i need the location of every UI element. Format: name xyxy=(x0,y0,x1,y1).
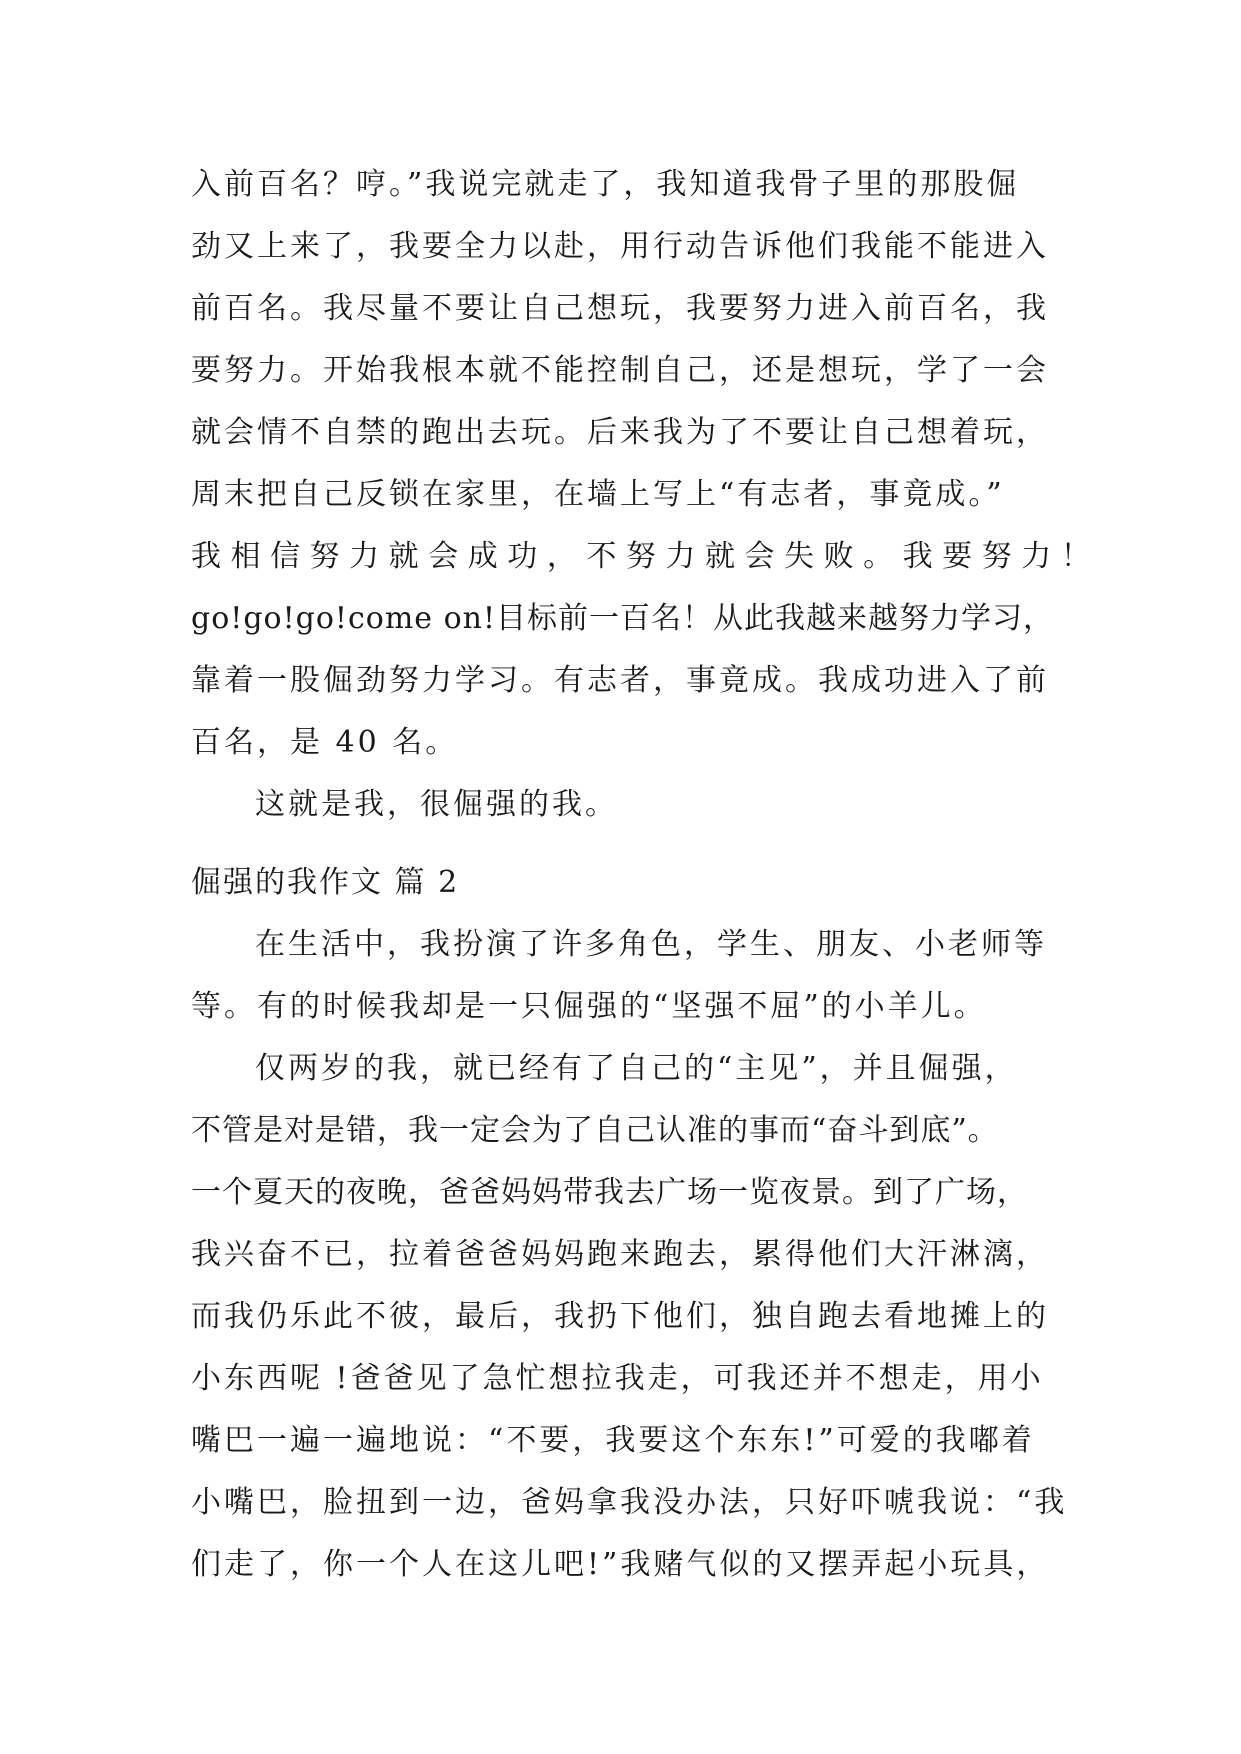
paragraph-line: 而我仍乐此不彼，最后，我扔下他们，独自跑去看地摊上的 xyxy=(191,1299,1049,1334)
paragraph-line: 前百名。我尽量不要让自己想玩，我要努力进入前百名，我 xyxy=(191,291,1049,326)
paragraph-line: 等。有的时候我却是一只倔强的“坚强不屈”的小羊儿。 xyxy=(191,989,987,1024)
paragraph-line: 百名，是 40 名。 xyxy=(191,725,459,760)
paragraph-line: 周末把自己反锁在家里，在墙上写上“有志者，事竟成。” xyxy=(191,477,1005,512)
paragraph-line: 我兴奋不已，拉着爸爸妈妈跑来跑去，累得他们大汗淋漓， xyxy=(191,1237,1049,1272)
paragraph-line: 靠着一股倔劲努力学习。有志者，事竟成。我成功进入了前 xyxy=(191,663,1049,698)
paragraph-line: 小东西呢 !爸爸见了急忙想拉我走，可我还并不想走，用小 xyxy=(191,1361,1044,1396)
paragraph-line: 小嘴巴，脸扭到一边，爸妈拿我没办法，只好吓唬我说：“我 xyxy=(191,1485,1068,1520)
paragraph-line: 嘴巴一遍一遍地说：“不要，我要这个东东!”可爱的我嘟着 xyxy=(191,1423,1035,1458)
section1-body xyxy=(191,154,1091,836)
paragraph-line: 我 相 信 努 力 就 会 成 功 ， 不 努 力 就 会 失 败 。 我 要 努 力 ！ xyxy=(191,539,1091,574)
paragraph-line: 入前百名？哼。”我说完就走了，我知道我骨子里的那股倔 xyxy=(191,167,1020,202)
section2-body xyxy=(191,914,1068,1596)
paragraph-line: 不管是对是错，我一定会为了自己认准的事而“奋斗到底”。 xyxy=(191,1113,999,1148)
paragraph-line: 劲又上来了，我要全力以赴，用行动告诉他们我能不能进入 xyxy=(191,229,1049,264)
paragraph-line: go!go!go!come on!目标前一百名！从此我越来越努力学习， xyxy=(191,601,1055,636)
paragraph-line: 就会情不自禁的跑出去玩。后来我为了不要让自己想着玩， xyxy=(191,415,1049,450)
paragraph-line: 要努力。开始我根本就不能控制自己，还是想玩，学了一会 xyxy=(191,353,1049,388)
closing-line: 这就是我，很倔强的我。 xyxy=(255,787,618,822)
paragraph-line: 在生活中，我扮演了许多角色，学生、朋友、小老师等 xyxy=(255,927,1047,962)
paragraph-line: 仅两岁的我，就已经有了自己的“主见”，并且倔强， xyxy=(255,1051,1018,1086)
section-title: 倔强的我作文 篇 2 xyxy=(191,865,460,900)
paragraph-line: 一个夏天的夜晚，爸爸妈妈带我去广场一览夜景。到了广场， xyxy=(191,1175,1028,1210)
paragraph-line: 们走了，你一个人在这儿吧!”我赌气似的又摆弄起小玩具， xyxy=(191,1547,1050,1582)
